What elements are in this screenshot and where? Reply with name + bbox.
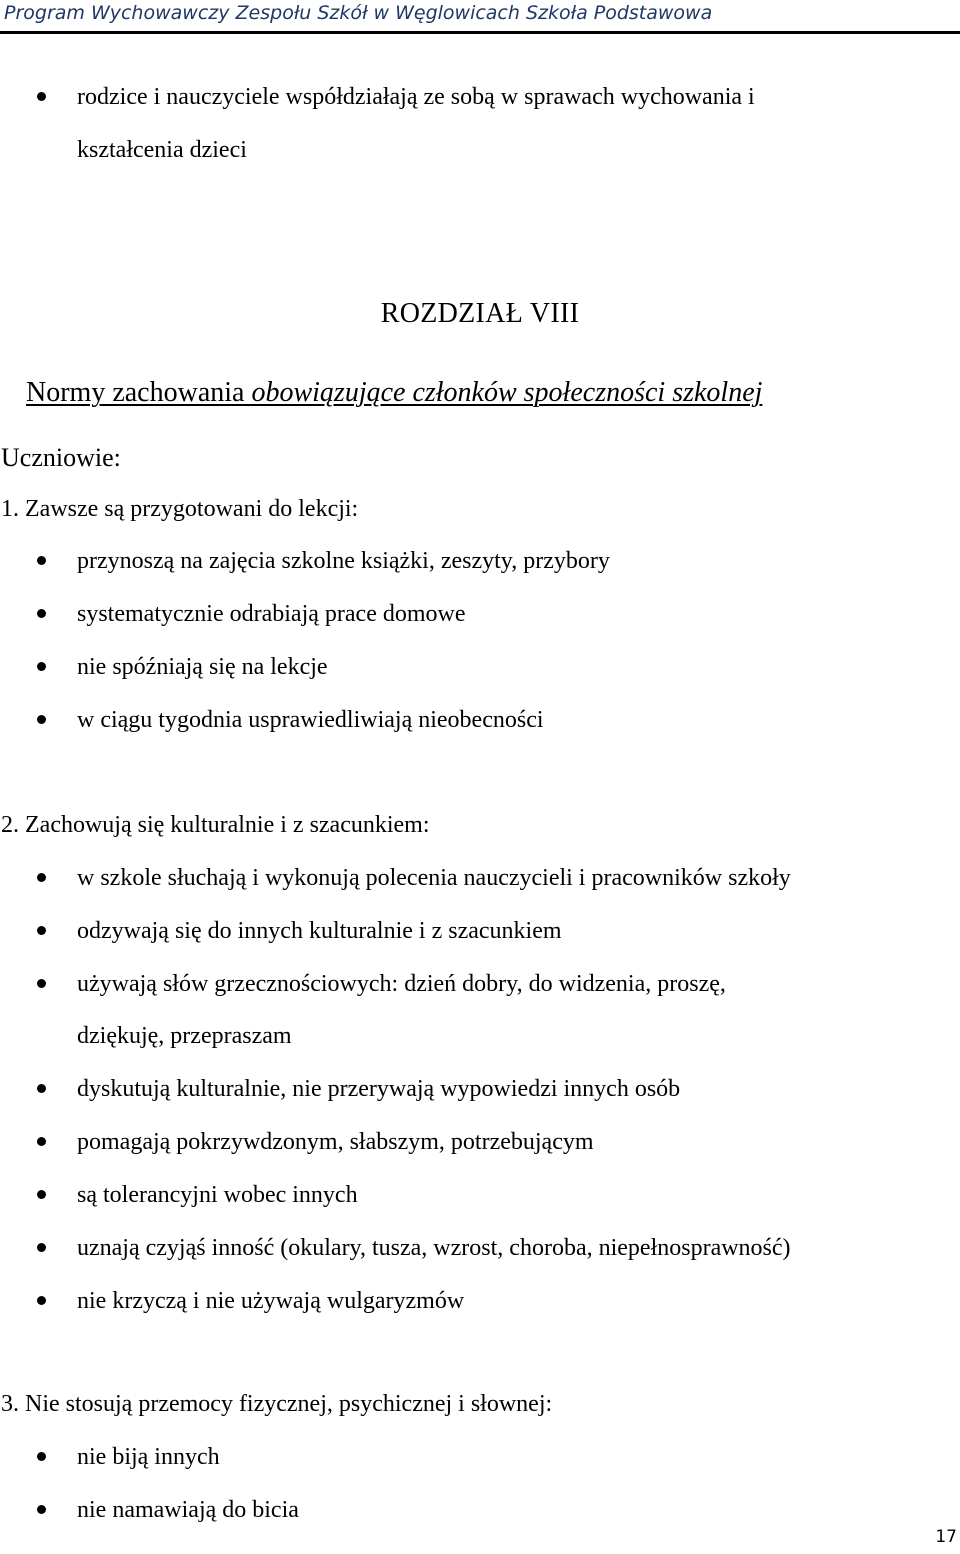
chapter-title: ROZDZIAŁ VIII: [380, 298, 580, 329]
list-item: w ciągu tygodnia usprawiedliwiają nieobecności: [77, 707, 544, 733]
section-heading: 2. Zachowują się kulturalnie i z szacunkiem:: [1, 812, 430, 838]
bullet-icon: [37, 1243, 46, 1252]
bullet-icon: [37, 1084, 46, 1093]
list-item: nie namawiają do bicia: [77, 1497, 299, 1523]
list-item: nie biją innych: [77, 1444, 220, 1470]
list-item: dyskutują kulturalnie, nie przerywają wypowiedzi innych osób: [77, 1076, 681, 1102]
list-item: używają słów grzecznościowych: dzień dobry, do widzenia, proszę,: [77, 971, 726, 997]
list-item: uznają czyjąś inność (okulary, tusza, wzrost, choroba, niepełnosprawność): [77, 1235, 791, 1261]
list-item: nie krzyczą i nie używają wulgaryzmów: [77, 1288, 465, 1314]
section-heading: 3. Nie stosują przemocy fizycznej, psychicznej i słownej:: [1, 1391, 553, 1417]
bullet-icon: [37, 715, 46, 724]
bullet-icon: [37, 1452, 46, 1461]
list-item-continuation: dziękuję, przepraszam: [77, 1023, 292, 1049]
list-item: przynoszą na zajęcia szkolne książki, zeszyty, przybory: [77, 548, 610, 574]
bullet-icon: [37, 92, 46, 101]
page-number: 17: [935, 1527, 957, 1547]
header-divider: [0, 31, 960, 34]
bullet-icon: [37, 926, 46, 935]
bullet-icon: [37, 1137, 46, 1146]
chapter-subtitle: [26, 377, 762, 409]
bullet-icon: [37, 979, 46, 988]
list-item-continuation: kształcenia dzieci: [77, 137, 247, 163]
section-heading: 1. Zawsze są przygotowani do lekcji:: [1, 496, 359, 522]
students-label: Uczniowie:: [1, 443, 121, 472]
page-header-title: Program Wychowawczy Zespołu Szkół w Węglowicach Szkoła Podstawowa: [4, 2, 713, 24]
bullet-icon: [37, 1190, 46, 1199]
list-item: rodzice i nauczyciele współdziałają ze sobą w sprawach wychowania i: [77, 84, 755, 110]
bullet-icon: [37, 873, 46, 882]
list-item: nie spóźniają się na lekcje: [77, 654, 328, 680]
chapter-subtitle-italic: obowiązujące członków społeczności szkolnej: [251, 377, 763, 408]
list-item: odzywają się do innych kulturalnie i z szacunkiem: [77, 918, 562, 944]
list-item: pomagają pokrzywdzonym, słabszym, potrzebującym: [77, 1129, 594, 1155]
bullet-icon: [37, 609, 46, 618]
bullet-icon: [37, 1296, 46, 1305]
list-item: w szkole słuchają i wykonują polecenia nauczycieli i pracowników szkoły: [77, 865, 791, 891]
bullet-icon: [37, 556, 46, 565]
list-item: są tolerancyjni wobec innych: [77, 1182, 358, 1208]
bullet-icon: [37, 1505, 46, 1514]
chapter-subtitle-plain: Normy zachowania: [26, 377, 252, 408]
list-item: systematycznie odrabiają prace domowe: [77, 601, 466, 627]
bullet-icon: [37, 662, 46, 671]
